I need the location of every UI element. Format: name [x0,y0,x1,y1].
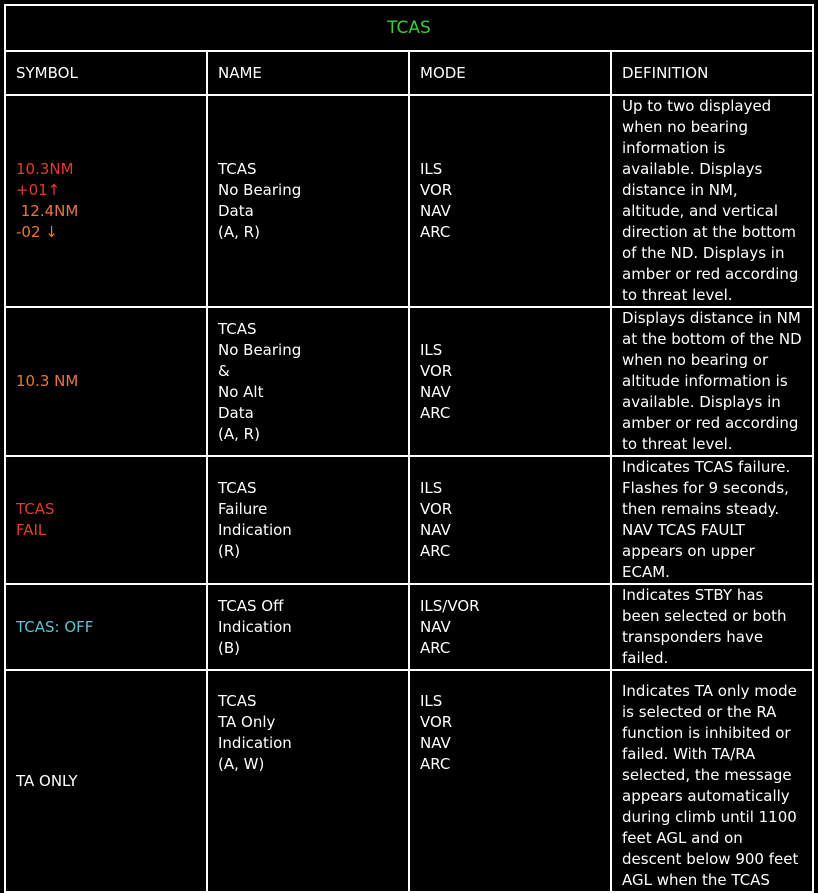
name-text: (A, W) [218,755,265,773]
table-row [5,584,813,670]
symbol-text: 10.3 NM [16,372,79,390]
name-text: (A, R) [218,223,260,241]
mode-text: ILS [420,692,443,710]
header-symbol: SYMBOL [5,51,207,95]
definition-cell: Indicates TA only mode is selected or the RA function is inhibited or failed. With TA/RA selected, the message appears automatically during climb until 1100 feet AGL and on descent below 900 feet AGL when the TCAS [611,670,813,892]
mode-text: ILS/VOR [420,596,480,615]
symbol-text: TCAS [16,500,55,518]
header-name: NAME [207,51,409,95]
table-row [5,95,813,307]
tcas-symbols-table [4,4,814,893]
mode-text: NAV [420,382,451,401]
mode-text: ARC [420,755,451,773]
symbol-text: 10.3NM [16,160,74,178]
name-text: TA Only [218,713,276,731]
mode-text: ARC [420,223,451,241]
mode-text: VOR [420,181,453,199]
header-definition: DEFINITION [611,51,813,95]
name-text: (R) [218,542,241,560]
mode-text: NAV [420,202,451,220]
name-cell [207,584,409,670]
name-text: TCAS [218,692,257,710]
mode-text: ILS [420,479,443,497]
mode-text: VOR [420,500,453,518]
mode-cell [409,584,611,670]
table-row [5,456,813,584]
mode-text: NAV [420,521,451,539]
name-text: No Bearing [218,340,302,359]
name-cell [207,670,409,892]
name-text: No Bearing [218,181,302,199]
mode-text: ILS [420,340,443,359]
name-text: Indication [218,734,292,752]
table-title: TCAS [5,5,813,51]
mode-text: NAV [420,617,451,636]
mode-text: ILS [420,160,443,178]
name-text: Data [218,403,254,422]
definition-cell: Indicates TCAS failure. Flashes for 9 seconds, then remains steady. NAV TCAS FAULT appears on upper ECAM. [611,456,813,584]
mode-cell [409,456,611,584]
table-row [5,307,813,456]
name-text: TCAS [218,479,257,497]
name-text: Failure [218,500,268,518]
symbol-cell [5,456,207,584]
mode-text: ARC [420,403,451,422]
symbol-cell [5,95,207,307]
mode-cell [409,307,611,456]
name-text: (B) [218,638,240,657]
name-text: & [218,361,230,380]
table-row [5,670,813,892]
name-text: No Alt [218,382,264,401]
name-cell [207,95,409,307]
symbol-text: 12.4NM [16,202,79,220]
name-text: Indication [218,617,292,636]
symbol-cell [5,584,207,670]
mode-text: ARC [420,542,451,560]
mode-text: NAV [420,734,451,752]
mode-cell [409,95,611,307]
mode-text: ARC [420,638,451,657]
header-mode: MODE [409,51,611,95]
definition-cell: Up to two displayed when no bearing information is available. Displays distance in NM, altitude, and vertical direction at the bottom of the ND. Displays in amber or red according to threat level. [611,95,813,307]
symbol-text: -02 ↓ [16,223,58,241]
name-cell [207,456,409,584]
header-row [5,51,813,95]
symbol-text: TCAS: OFF [16,617,94,636]
name-cell [207,307,409,456]
name-text: TCAS [218,160,257,178]
name-text: TCAS [218,319,257,338]
symbol-text: FAIL [16,521,47,539]
definition-cell: Displays distance in NM at the bottom of the ND when no bearing or altitude information is available. Displays in amber or red according to threat level. [611,307,813,456]
mode-text: VOR [420,361,453,380]
name-text: Data [218,202,254,220]
symbol-cell [5,307,207,456]
name-text: (A, R) [218,424,260,443]
symbol-text: TA ONLY [16,771,78,790]
name-text: TCAS Off [218,596,284,615]
mode-text: VOR [420,713,453,731]
symbol-text: +01↑ [16,181,61,199]
symbol-cell [5,670,207,892]
mode-cell [409,670,611,892]
name-text: Indication [218,521,292,539]
definition-cell: Indicates STBY has been selected or both transponders have failed. [611,584,813,670]
